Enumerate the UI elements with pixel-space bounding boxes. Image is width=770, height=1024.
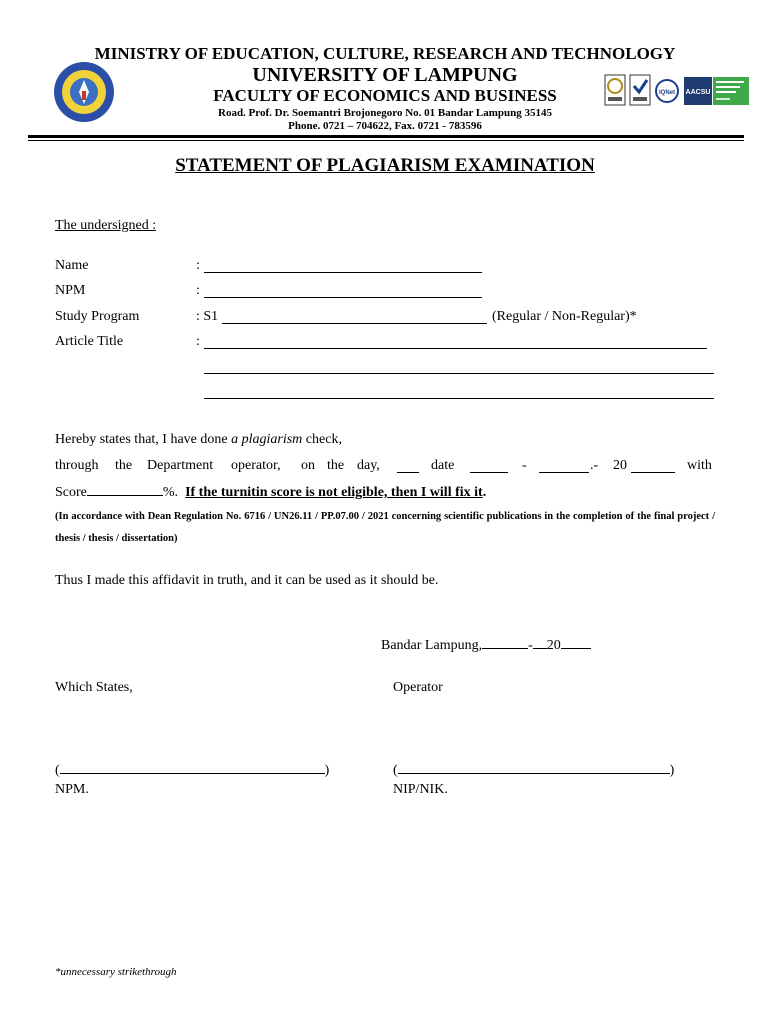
document-title bbox=[40, 155, 730, 177]
word-department: Department bbox=[147, 458, 214, 473]
date-day-input-line[interactable] bbox=[470, 472, 508, 473]
left-id-label: NPM. bbox=[55, 782, 89, 797]
article-title-input-line-2[interactable] bbox=[204, 373, 714, 374]
statement-text-b: check, bbox=[302, 432, 342, 447]
word-with: with bbox=[687, 458, 712, 473]
field-colon-article-title: : bbox=[196, 334, 200, 349]
svg-text:AACSU: AACSU bbox=[685, 89, 711, 96]
right-paren-open: ( bbox=[393, 763, 398, 778]
iso-badge-icon bbox=[604, 74, 626, 106]
statement-line-1 bbox=[55, 432, 342, 448]
sign-year-input[interactable] bbox=[561, 636, 591, 649]
footnote: *unnecessary strikethrough bbox=[55, 966, 177, 978]
name-input-line[interactable] bbox=[204, 272, 482, 273]
statement-line-2 bbox=[55, 458, 715, 476]
phone-line: Phone. 0721 – 704622, Fax. 0721 - 783596 bbox=[288, 120, 482, 132]
document-title-text: STATEMENT OF PLAGIARISM EXAMINATION bbox=[175, 155, 595, 176]
year-prefix: 20 bbox=[613, 458, 627, 473]
left-signature-title: Which States, bbox=[55, 680, 133, 695]
sign-month-input[interactable] bbox=[533, 636, 547, 649]
aacsu-badge-icon bbox=[684, 77, 712, 105]
word-date: date bbox=[431, 458, 455, 473]
left-signature-name bbox=[55, 761, 329, 779]
address-line: Road. Prof. Dr. Soemantri Brojonegoro No. 01 Bandar Lampung 35145 bbox=[218, 107, 552, 119]
field-colon-name: : bbox=[196, 258, 200, 273]
field-label-study-program: Study Program bbox=[55, 309, 140, 324]
score-input-line[interactable] bbox=[87, 483, 163, 496]
date-month-input-line[interactable] bbox=[539, 472, 589, 473]
place-label: Bandar Lampung, bbox=[381, 638, 483, 653]
sign-date-sep: - bbox=[528, 638, 533, 653]
university-heading: UNIVERSITY OF LAMPUNG bbox=[252, 64, 518, 86]
field-prefix-study-program: : S1 bbox=[196, 309, 219, 324]
date-dot: .- bbox=[590, 458, 599, 473]
word-operator: operator, bbox=[231, 458, 281, 473]
field-label-name: Name bbox=[55, 258, 89, 273]
sign-year-prefix: 20 bbox=[546, 638, 561, 653]
word-through: through bbox=[55, 458, 99, 473]
article-title-input-line-3[interactable] bbox=[204, 398, 714, 399]
score-eligibility-note: If the turnitin score is not eligible, then I will fix it bbox=[185, 485, 483, 500]
day-input-line[interactable] bbox=[397, 472, 419, 473]
score-line bbox=[55, 483, 486, 501]
left-paren-close: ) bbox=[324, 763, 330, 778]
study-program-type: (Regular / Non-Regular)* bbox=[492, 309, 637, 324]
intro-label: The undersigned : bbox=[55, 218, 157, 233]
statement-text-a: Hereby states that, I have done bbox=[55, 432, 232, 447]
date-dash: - bbox=[522, 458, 527, 473]
place-date-line bbox=[381, 636, 591, 654]
score-percent: %. bbox=[162, 485, 179, 500]
svg-text:IQNet: IQNet bbox=[658, 90, 676, 96]
study-program-input-line[interactable] bbox=[222, 323, 487, 324]
score-note-end: . bbox=[482, 485, 487, 500]
year-input-line[interactable] bbox=[631, 472, 675, 473]
kan-badge-icon bbox=[629, 74, 651, 106]
ministry-heading: MINISTRY OF EDUCATION, CULTURE, RESEARCH AND TECHNOLOGY bbox=[94, 44, 676, 63]
right-signature-name bbox=[393, 761, 674, 779]
left-signature-line[interactable] bbox=[60, 761, 325, 774]
affidavit-text: Thus I made this affidavit in truth, and it can be used as it should be. bbox=[55, 573, 439, 588]
business-alliance-badge-icon bbox=[713, 77, 749, 105]
article-title-input-line-1[interactable] bbox=[204, 348, 707, 349]
word-day: day, bbox=[357, 458, 380, 473]
field-label-npm: NPM bbox=[55, 283, 86, 298]
field-colon-npm: : bbox=[196, 283, 200, 298]
header-divider-thin bbox=[28, 140, 744, 141]
right-signature-line[interactable] bbox=[398, 761, 670, 774]
right-paren-close: ) bbox=[669, 763, 675, 778]
right-id-label: NIP/NIK. bbox=[393, 782, 448, 797]
field-label-article-title: Article Title bbox=[55, 334, 124, 349]
score-label: Score bbox=[55, 485, 87, 500]
header-divider-thick bbox=[28, 135, 744, 138]
intro-text bbox=[55, 218, 156, 234]
iqnet-badge-icon bbox=[655, 79, 679, 103]
statement-italic: a plagiarism bbox=[231, 432, 303, 447]
left-paren-open: ( bbox=[55, 763, 60, 778]
regulation-note: (In accordance with Dean Regulation No. 6716 / UN26.11 / PP.07.00 / 2021 concerning scientific publications in the completion of the final project / thesis / thesis / dissertation) bbox=[55, 511, 715, 544]
sign-day-input[interactable] bbox=[482, 636, 528, 649]
word-on: on bbox=[301, 458, 315, 473]
faculty-heading: FACULTY OF ECONOMICS AND BUSINESS bbox=[213, 86, 557, 105]
word-the-2: the bbox=[327, 458, 345, 473]
word-the: the bbox=[115, 458, 133, 473]
right-signature-title: Operator bbox=[393, 680, 443, 695]
npm-input-line[interactable] bbox=[204, 297, 482, 298]
